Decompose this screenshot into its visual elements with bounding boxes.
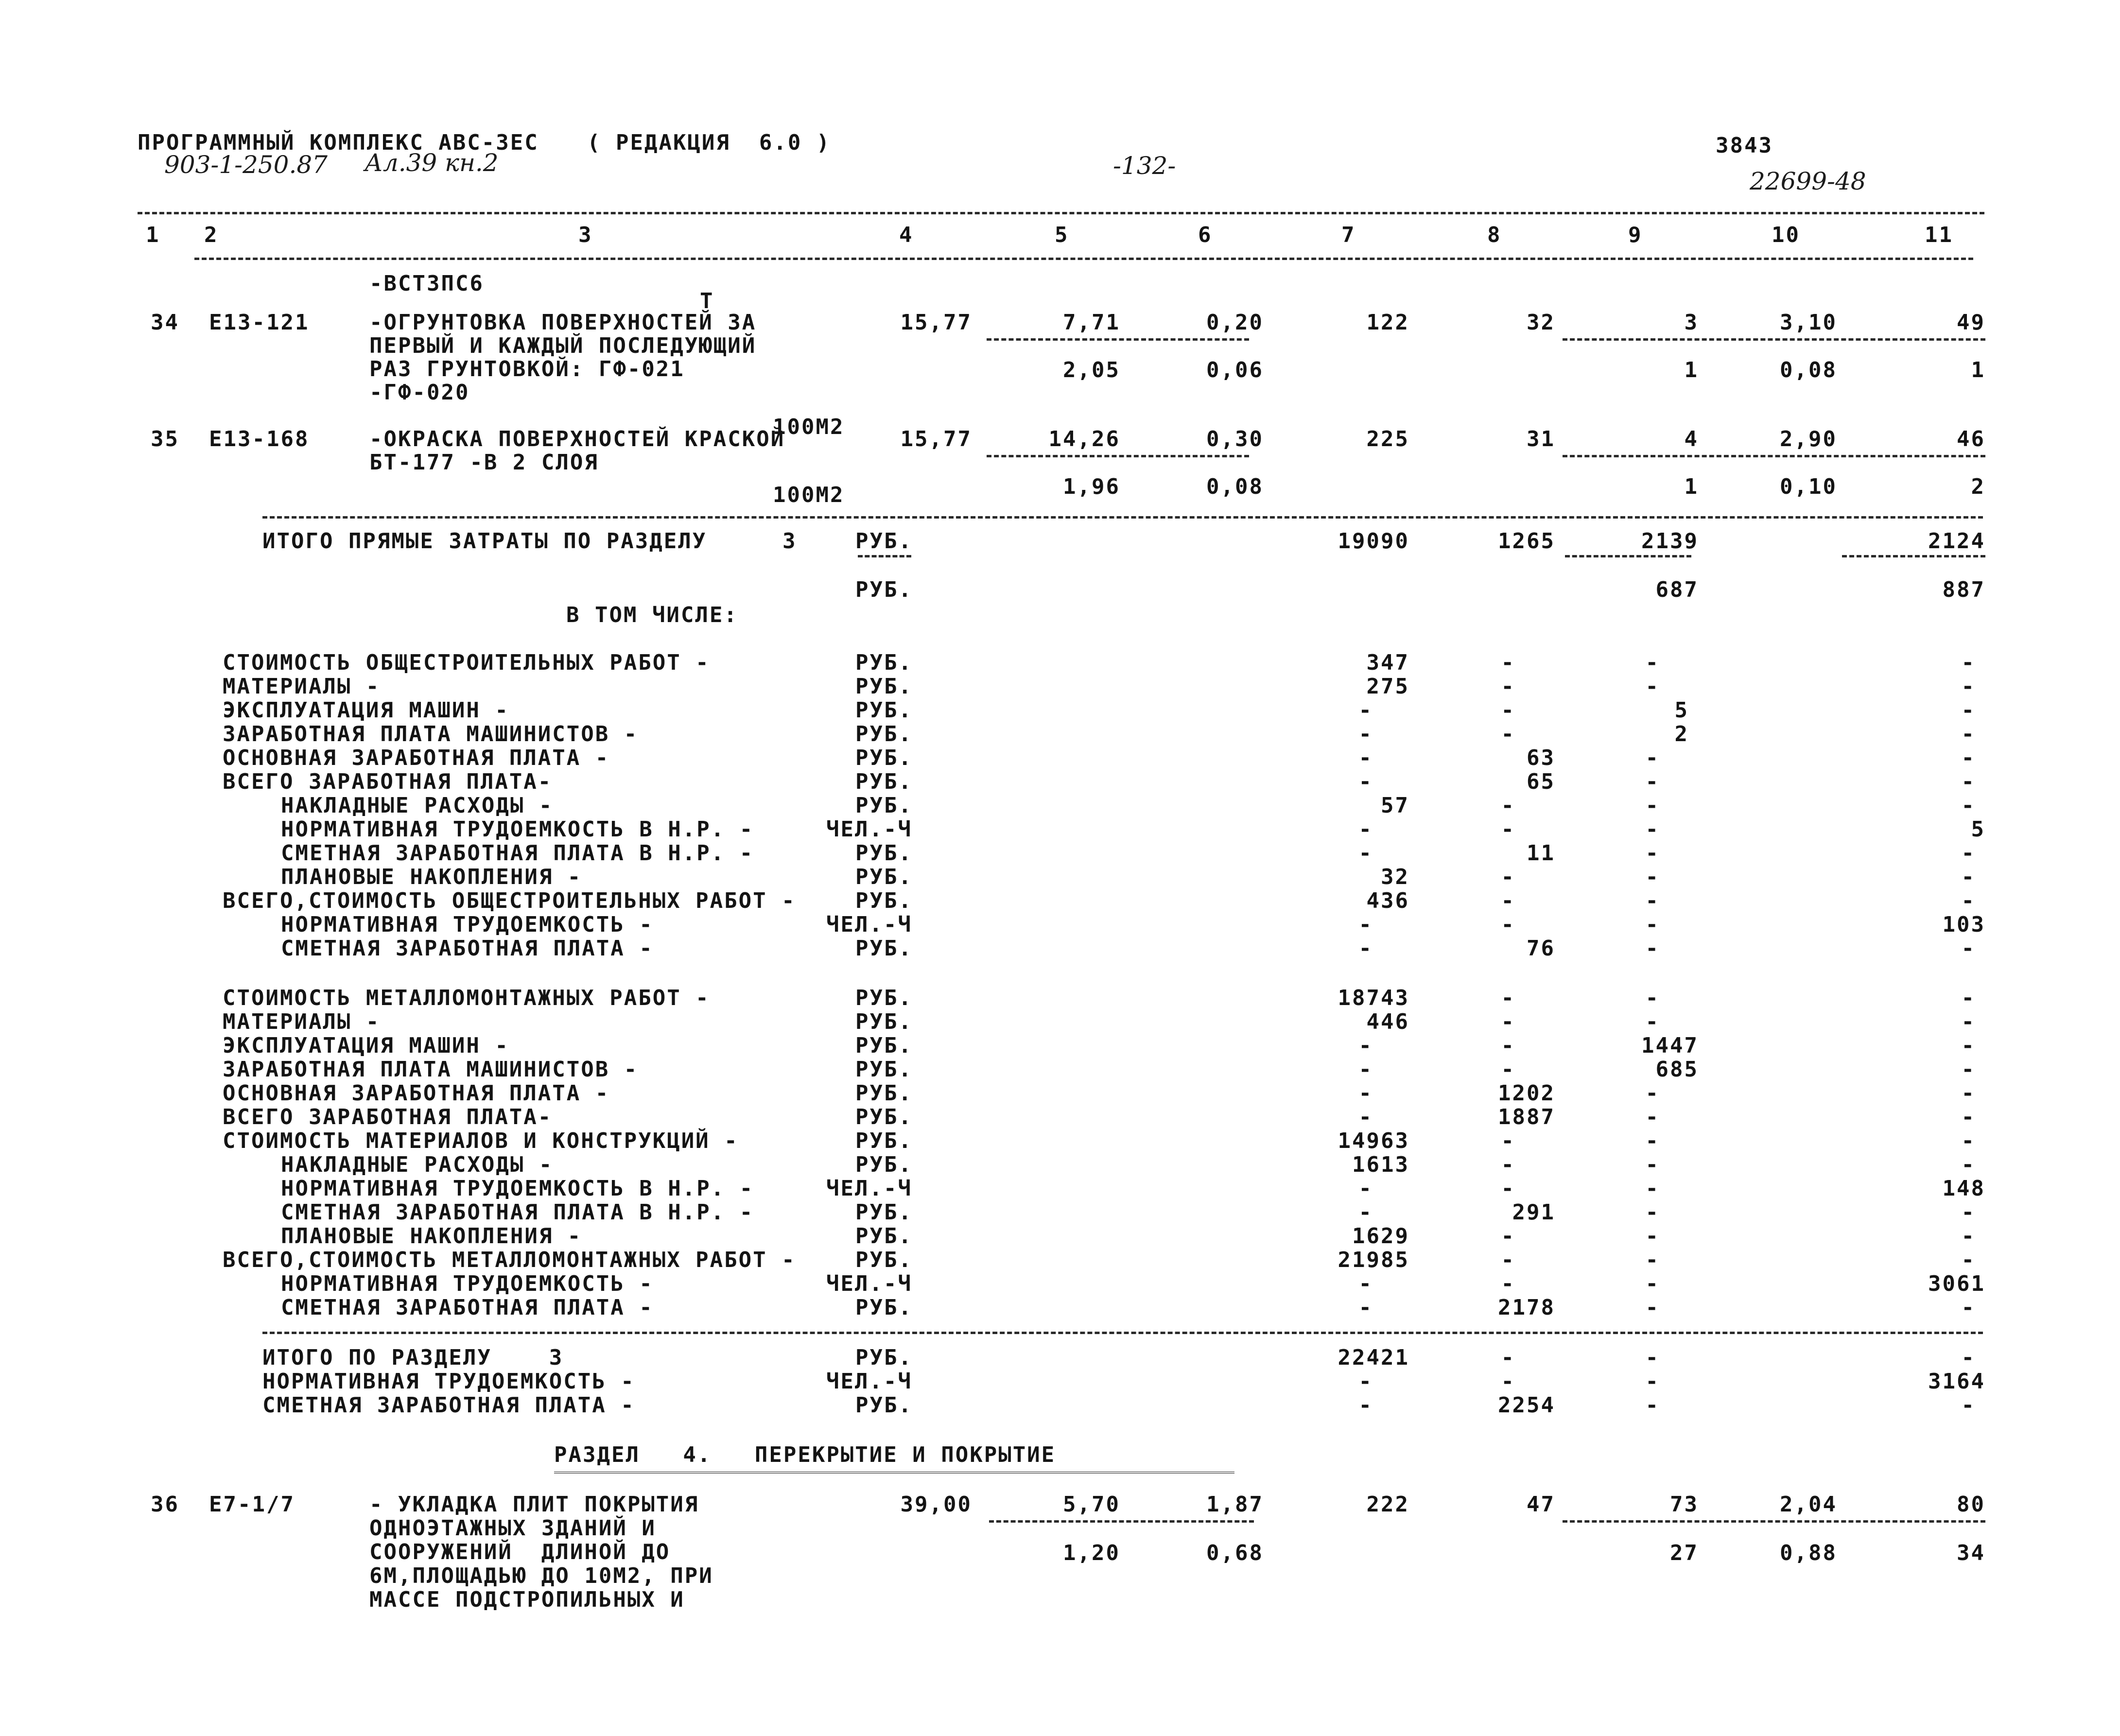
breakdown-c7: - bbox=[1358, 817, 1373, 842]
cell-c9b: 1 bbox=[1684, 474, 1699, 499]
breakdown-c8: - bbox=[1501, 650, 1515, 675]
page-number: -132- bbox=[1113, 152, 1176, 180]
breakdown-c9: - bbox=[1645, 1200, 1660, 1225]
subtotal-rule bbox=[858, 555, 911, 557]
breakdown-c7: 446 bbox=[1366, 1009, 1409, 1034]
breakdown-c9: 1447 bbox=[1641, 1033, 1699, 1058]
breakdown-c9: 2 bbox=[1674, 722, 1689, 746]
breakdown-c11: - bbox=[1961, 1105, 1976, 1129]
breakdown-c11: - bbox=[1961, 1081, 1976, 1106]
breakdown-c8: 291 bbox=[1512, 1200, 1555, 1225]
breakdown-unit: РУБ. bbox=[855, 746, 913, 770]
column-number: 4 bbox=[899, 223, 914, 247]
breakdown-c8: - bbox=[1501, 865, 1515, 889]
breakdown-c9: - bbox=[1645, 1345, 1660, 1370]
item-description: ПЕРВЫЙ И КАЖДЫЙ ПОСЛЕДУЮЩИЙ bbox=[369, 333, 757, 358]
document-number: 3843 bbox=[1716, 133, 1773, 158]
breakdown-label: ПЛАНОВЫЕ НАКОПЛЕНИЯ - bbox=[281, 1224, 582, 1249]
breakdown-c11: - bbox=[1961, 722, 1976, 746]
breakdown-c9: - bbox=[1645, 817, 1660, 842]
cell-c8: 32 bbox=[1527, 310, 1555, 335]
breakdown-label: ВСЕГО,СТОИМОСТЬ МЕТАЛЛОМОНТАЖНЫХ РАБОТ - bbox=[223, 1248, 796, 1272]
breakdown-label: СМЕТНАЯ ЗАРАБОТНАЯ ПЛАТА - bbox=[281, 936, 654, 961]
breakdown-c9: - bbox=[1645, 986, 1660, 1010]
cell-c10: 2,90 bbox=[1780, 427, 1837, 451]
breakdown-c11: - bbox=[1961, 1128, 1976, 1153]
total-c9: 2139 bbox=[1641, 529, 1699, 554]
breakdown-c8: 63 bbox=[1527, 746, 1555, 770]
cell-c5: 7,71 bbox=[1063, 310, 1120, 335]
breakdown-label: НОРМАТИВНАЯ ТРУДОЕМКОСТЬ - bbox=[281, 912, 654, 937]
breakdown-label: НАКЛАДНЫЕ РАСХОДЫ - bbox=[281, 793, 554, 818]
breakdown-c9: - bbox=[1645, 1105, 1660, 1129]
breakdown-label: СМЕТНАЯ ЗАРАБОТНАЯ ПЛАТА - bbox=[262, 1393, 635, 1418]
breakdown-c7: 1613 bbox=[1352, 1152, 1409, 1177]
cell-c6: 1,87 bbox=[1206, 1492, 1264, 1517]
breakdown-label: НОРМАТИВНАЯ ТРУДОЕМКОСТЬ В Н.Р. - bbox=[281, 1176, 754, 1201]
breakdown-c11: - bbox=[1961, 793, 1976, 818]
cell-c11b: 1 bbox=[1971, 358, 1985, 382]
breakdown-c8: 2178 bbox=[1498, 1295, 1555, 1320]
breakdown-c8: - bbox=[1501, 986, 1515, 1010]
breakdown-unit: РУБ. bbox=[855, 1033, 913, 1058]
breakdown-label: ИТОГО ПО РАЗДЕЛУ 3 bbox=[262, 1345, 564, 1370]
breakdown-c7: 32 bbox=[1381, 865, 1409, 889]
breakdown-unit: РУБ. bbox=[855, 1200, 913, 1225]
column-number: 3 bbox=[578, 223, 593, 247]
breakdown-unit: ЧЕЛ.-Ч bbox=[826, 912, 912, 937]
breakdown-c8: 65 bbox=[1527, 769, 1555, 794]
breakdown-c9: - bbox=[1645, 888, 1660, 913]
cell-c5b: 2,05 bbox=[1063, 358, 1120, 382]
breakdown-label: СМЕТНАЯ ЗАРАБОТНАЯ ПЛАТА В Н.Р. - bbox=[281, 841, 754, 866]
breakdown-unit: ЧЕЛ.-Ч bbox=[826, 1176, 912, 1201]
cell-c4: 39,00 bbox=[900, 1492, 972, 1517]
breakdown-c9: - bbox=[1645, 674, 1660, 699]
subtotal-rule bbox=[1563, 338, 1985, 341]
breakdown-c7: - bbox=[1358, 1295, 1373, 1320]
breakdown-c8: - bbox=[1501, 1176, 1515, 1201]
breakdown-c11: - bbox=[1961, 698, 1976, 723]
breakdown-c8: - bbox=[1501, 1057, 1515, 1082]
breakdown-c9: - bbox=[1645, 1081, 1660, 1106]
breakdown-c7: 18743 bbox=[1338, 986, 1409, 1010]
breakdown-c7: - bbox=[1358, 1369, 1373, 1394]
breakdown-c8: - bbox=[1501, 1152, 1515, 1177]
project-code: 903-1-250.87 bbox=[164, 151, 328, 179]
breakdown-unit: РУБ. bbox=[855, 1128, 913, 1153]
breakdown-c11: - bbox=[1961, 865, 1976, 889]
program-title: ПРОГРАММНЫЙ КОМПЛЕКС АВС-ЗЕС bbox=[138, 130, 539, 155]
total-section: 3 bbox=[782, 529, 797, 554]
total-unit: РУБ. bbox=[855, 577, 913, 602]
total-c7: 19090 bbox=[1338, 529, 1409, 554]
breakdown-c7: 347 bbox=[1366, 650, 1409, 675]
breakdown-c7: - bbox=[1358, 1033, 1373, 1058]
cell-c7: 225 bbox=[1366, 427, 1409, 451]
breakdown-c9: 685 bbox=[1655, 1057, 1699, 1082]
breakdown-label: ВСЕГО ЗАРАБОТНАЯ ПЛАТА- bbox=[223, 769, 553, 794]
breakdown-label: НОРМАТИВНАЯ ТРУДОЕМКОСТЬ В Н.Р. - bbox=[281, 817, 754, 842]
breakdown-c8: 2254 bbox=[1498, 1393, 1555, 1418]
breakdown-c11: 3164 bbox=[1928, 1369, 1985, 1394]
total-c11: 2124 bbox=[1928, 529, 1985, 554]
section-title-underline bbox=[554, 1472, 1234, 1476]
breakdown-c9: - bbox=[1645, 650, 1660, 675]
breakdown-c7: - bbox=[1358, 841, 1373, 866]
breakdown-c8: - bbox=[1501, 674, 1515, 699]
breakdown-c7: 1629 bbox=[1352, 1224, 1409, 1249]
item-unit: 100М2 bbox=[773, 483, 845, 507]
cell-c5: 14,26 bbox=[1048, 427, 1120, 451]
breakdown-c7: - bbox=[1358, 746, 1373, 770]
breakdown-unit: РУБ. bbox=[855, 1081, 913, 1106]
breakdown-unit: РУБ. bbox=[855, 1224, 913, 1249]
item-unit: 100М2 bbox=[773, 415, 845, 439]
breakdown-c9: - bbox=[1645, 1176, 1660, 1201]
breakdown-c8: - bbox=[1501, 912, 1515, 937]
breakdown-label: СТОИМОСТЬ МЕТАЛЛОМОНТАЖНЫХ РАБОТ - bbox=[223, 986, 710, 1010]
breakdown-c7: - bbox=[1358, 936, 1373, 961]
breakdown-unit: РУБ. bbox=[855, 698, 913, 723]
breakdown-c8: - bbox=[1501, 698, 1515, 723]
breakdown-label: СМЕТНАЯ ЗАРАБОТНАЯ ПЛАТА - bbox=[281, 1295, 654, 1320]
item-description: 6М,ПЛОЩАДЬЮ ДО 10М2, ПРИ bbox=[369, 1563, 713, 1588]
cell-c8: 31 bbox=[1527, 427, 1555, 451]
breakdown-c8: - bbox=[1501, 1224, 1515, 1249]
breakdown-c8: 1887 bbox=[1498, 1105, 1555, 1129]
breakdown-c9: - bbox=[1645, 1393, 1660, 1418]
cell-c9b: 27 bbox=[1670, 1541, 1699, 1565]
breakdown-label: НАКЛАДНЫЕ РАСХОДЫ - bbox=[281, 1152, 554, 1177]
inventory-number: 22699-48 bbox=[1750, 167, 1866, 195]
section-rule bbox=[262, 1332, 1983, 1334]
cell-c7: 222 bbox=[1366, 1492, 1409, 1517]
breakdown-c11: 103 bbox=[1942, 912, 1985, 937]
breakdown-c11: - bbox=[1961, 1248, 1976, 1272]
item-description: МАССЕ ПОДСТРОПИЛЬНЫХ И bbox=[369, 1587, 685, 1612]
breakdown-c9: - bbox=[1645, 1152, 1660, 1177]
column-number: 10 bbox=[1772, 223, 1800, 247]
item-description: -ВСТ3ПС6 bbox=[369, 271, 484, 296]
breakdown-c8: - bbox=[1501, 1128, 1515, 1153]
breakdown-c11: - bbox=[1961, 1152, 1976, 1177]
breakdown-unit: РУБ. bbox=[855, 986, 913, 1010]
breakdown-c9: - bbox=[1645, 936, 1660, 961]
breakdown-c11: - bbox=[1961, 1345, 1976, 1370]
cell-c6b: 0,08 bbox=[1206, 474, 1264, 499]
breakdown-c7: - bbox=[1358, 698, 1373, 723]
total-label: ИТОГО ПРЯМЫЕ ЗАТРАТЫ ПО РАЗДЕЛУ bbox=[262, 529, 707, 554]
breakdown-unit: РУБ. bbox=[855, 674, 913, 699]
table-top-rule bbox=[138, 212, 1984, 214]
cell-c10b: 0,10 bbox=[1780, 474, 1837, 499]
item-mark: Т bbox=[700, 289, 714, 313]
breakdown-c9: - bbox=[1645, 865, 1660, 889]
cell-c10b: 0,88 bbox=[1780, 1541, 1837, 1565]
breakdown-c9: - bbox=[1645, 793, 1660, 818]
breakdown-c7: 22421 bbox=[1338, 1345, 1409, 1370]
breakdown-unit: РУБ. bbox=[855, 1345, 913, 1370]
subtotal-rule bbox=[987, 455, 1249, 457]
item-number: 36 bbox=[151, 1492, 179, 1517]
column-number: 11 bbox=[1925, 223, 1953, 247]
breakdown-c8: 76 bbox=[1527, 936, 1555, 961]
breakdown-unit: ЧЕЛ.-Ч bbox=[826, 1271, 912, 1296]
subtotal-rule bbox=[1563, 1520, 1985, 1523]
breakdown-unit: РУБ. bbox=[855, 1248, 913, 1272]
breakdown-c7: - bbox=[1358, 1176, 1373, 1201]
breakdown-label: НОРМАТИВНАЯ ТРУДОЕМКОСТЬ - bbox=[281, 1271, 654, 1296]
breakdown-unit: РУБ. bbox=[855, 1009, 913, 1034]
breakdown-label: ЗАРАБОТНАЯ ПЛАТА МАШИНИСТОВ - bbox=[223, 722, 639, 746]
breakdown-c9: - bbox=[1645, 746, 1660, 770]
breakdown-c8: - bbox=[1501, 888, 1515, 913]
breakdown-c11: - bbox=[1961, 841, 1976, 866]
breakdown-c11: 148 bbox=[1942, 1176, 1985, 1201]
breakdown-c9: - bbox=[1645, 1128, 1660, 1153]
breakdown-c8: - bbox=[1501, 1369, 1515, 1394]
cell-c11b: 2 bbox=[1971, 474, 1985, 499]
edition-label: ( РЕДАКЦИЯ 6.0 ) bbox=[587, 130, 831, 155]
total-c9b: 687 bbox=[1655, 577, 1699, 602]
cell-c6: 0,20 bbox=[1206, 310, 1264, 335]
breakdown-c7: - bbox=[1358, 1393, 1373, 1418]
breakdown-unit: РУБ. bbox=[855, 650, 913, 675]
breakdown-label: СМЕТНАЯ ЗАРАБОТНАЯ ПЛАТА В Н.Р. - bbox=[281, 1200, 754, 1225]
item-description: - УКЛАДКА ПЛИТ ПОКРЫТИЯ bbox=[369, 1492, 699, 1517]
breakdown-label: СТОИМОСТЬ ОБЩЕСТРОИТЕЛЬНЫХ РАБОТ - bbox=[223, 650, 710, 675]
item-description: -ОКРАСКА ПОВЕРХНОСТЕЙ КРАСКОЙ bbox=[369, 427, 785, 451]
breakdown-c8: - bbox=[1501, 722, 1515, 746]
breakdown-c11: - bbox=[1961, 769, 1976, 794]
breakdown-c9: - bbox=[1645, 1295, 1660, 1320]
breakdown-c11: 5 bbox=[1971, 817, 1985, 842]
cell-c6b: 0,68 bbox=[1206, 1541, 1264, 1565]
breakdown-unit: РУБ. bbox=[855, 1393, 913, 1418]
item-description: БТ-177 -В 2 СЛОЯ bbox=[369, 450, 599, 475]
breakdown-label: МАТЕРИАЛЫ - bbox=[223, 1009, 381, 1034]
breakdown-unit: РУБ. bbox=[855, 1105, 913, 1129]
cell-c11b: 34 bbox=[1957, 1541, 1985, 1565]
item-code: Е13-168 bbox=[209, 427, 310, 451]
cell-c4: 15,77 bbox=[900, 427, 972, 451]
item-description: -ОГРУНТОВКА ПОВЕРХНОСТЕЙ ЗА bbox=[369, 310, 757, 335]
breakdown-unit: РУБ. bbox=[855, 1295, 913, 1320]
cell-c9: 4 bbox=[1684, 427, 1699, 451]
cell-c11: 49 bbox=[1957, 310, 1985, 335]
breakdown-c11: - bbox=[1961, 650, 1976, 675]
breakdown-c8: - bbox=[1501, 793, 1515, 818]
cell-c6: 0,30 bbox=[1206, 427, 1264, 451]
breakdown-c7: - bbox=[1358, 1081, 1373, 1106]
subtotal-rule bbox=[1565, 555, 1691, 557]
breakdown-c8: - bbox=[1501, 1009, 1515, 1034]
breakdown-c7: 436 bbox=[1366, 888, 1409, 913]
breakdown-label: ПЛАНОВЫЕ НАКОПЛЕНИЯ - bbox=[281, 865, 582, 889]
breakdown-c9: - bbox=[1645, 1271, 1660, 1296]
breakdown-unit: РУБ. bbox=[855, 841, 913, 866]
total-c11b: 887 bbox=[1942, 577, 1985, 602]
column-number: 2 bbox=[204, 223, 219, 247]
breakdown-c11: - bbox=[1961, 1224, 1976, 1249]
column-number: 8 bbox=[1487, 223, 1502, 247]
breakdown-c11: - bbox=[1961, 1009, 1976, 1034]
breakdown-c11: - bbox=[1961, 1295, 1976, 1320]
breakdown-c7: - bbox=[1358, 1105, 1373, 1129]
breakdown-c9: - bbox=[1645, 841, 1660, 866]
column-number: 1 bbox=[146, 223, 160, 247]
breakdown-label: ЭКСПЛУАТАЦИЯ МАШИН - bbox=[223, 698, 509, 723]
breakdown-c11: 3061 bbox=[1928, 1271, 1985, 1296]
breakdown-c11: - bbox=[1961, 1033, 1976, 1058]
breakdown-c11: - bbox=[1961, 674, 1976, 699]
breakdown-c8: - bbox=[1501, 1033, 1515, 1058]
cell-c9: 3 bbox=[1684, 310, 1699, 335]
breakdown-unit: РУБ. bbox=[855, 865, 913, 889]
breakdown-c8: 11 bbox=[1527, 841, 1555, 866]
breakdown-c11: - bbox=[1961, 936, 1976, 961]
breakdown-c7: - bbox=[1358, 1200, 1373, 1225]
column-number: 9 bbox=[1628, 223, 1643, 247]
breakdown-c11: - bbox=[1961, 986, 1976, 1010]
breakdown-c8: - bbox=[1501, 1345, 1515, 1370]
breakdown-label: НОРМАТИВНАЯ ТРУДОЕМКОСТЬ - bbox=[262, 1369, 635, 1394]
subtotal-rule bbox=[987, 338, 1249, 341]
item-description: РАЗ ГРУНТОВКОЙ: ГФ-021 bbox=[369, 357, 685, 382]
column-number: 6 bbox=[1198, 223, 1213, 247]
section-title: РАЗДЕЛ 4. ПЕРЕКРЫТИЕ И ПОКРЫТИЕ bbox=[554, 1442, 1056, 1467]
cell-c7: 122 bbox=[1366, 310, 1409, 335]
breakdown-unit: РУБ. bbox=[855, 1057, 913, 1082]
breakdown-c9: - bbox=[1645, 1369, 1660, 1394]
breakdown-c8: - bbox=[1501, 1271, 1515, 1296]
cell-c5b: 1,20 bbox=[1063, 1541, 1120, 1565]
breakdown-label: ОСНОВНАЯ ЗАРАБОТНАЯ ПЛАТА - bbox=[223, 746, 610, 770]
breakdown-c8: - bbox=[1501, 817, 1515, 842]
breakdown-unit: РУБ. bbox=[855, 1152, 913, 1177]
breakdown-c7: - bbox=[1358, 769, 1373, 794]
breakdown-unit: ЧЕЛ.-Ч bbox=[826, 1369, 912, 1394]
breakdown-c11: - bbox=[1961, 888, 1976, 913]
cell-c6b: 0,06 bbox=[1206, 358, 1264, 382]
total-unit: РУБ. bbox=[855, 529, 913, 554]
item-code: Е7-1/7 bbox=[209, 1492, 295, 1517]
breakdown-unit: РУБ. bbox=[855, 769, 913, 794]
cell-c5: 5,70 bbox=[1063, 1492, 1120, 1517]
total-c8: 1265 bbox=[1498, 529, 1555, 554]
breakdown-unit: РУБ. bbox=[855, 888, 913, 913]
cell-c10: 2,04 bbox=[1780, 1492, 1837, 1517]
breakdown-unit: РУБ. bbox=[855, 936, 913, 961]
breakdown-c9: - bbox=[1645, 1248, 1660, 1272]
breakdown-c7: - bbox=[1358, 722, 1373, 746]
item-code: Е13-121 bbox=[209, 310, 310, 335]
cell-c11: 46 bbox=[1957, 427, 1985, 451]
breakdown-c7: - bbox=[1358, 912, 1373, 937]
section-rule bbox=[262, 516, 1983, 519]
breakdown-c11: - bbox=[1961, 1393, 1976, 1418]
cell-c11: 80 bbox=[1957, 1492, 1985, 1517]
column-header-rule bbox=[194, 258, 1973, 260]
column-number: 7 bbox=[1341, 223, 1356, 247]
cell-c9b: 1 bbox=[1684, 358, 1699, 382]
breakdown-label: МАТЕРИАЛЫ - bbox=[223, 674, 381, 699]
cell-c4: 15,77 bbox=[900, 310, 972, 335]
breakdown-label: ВСЕГО,СТОИМОСТЬ ОБЩЕСТРОИТЕЛЬНЫХ РАБОТ - bbox=[223, 888, 796, 913]
breakdown-c11: - bbox=[1961, 746, 1976, 770]
breakdown-label: ЗАРАБОТНАЯ ПЛАТА МАШИНИСТОВ - bbox=[223, 1057, 639, 1082]
item-description: СООРУЖЕНИЙ ДЛИНОЙ ДО bbox=[369, 1540, 671, 1564]
sheet-reference: Ал.39 кн.2 bbox=[365, 149, 499, 177]
breakdown-label: ЭКСПЛУАТАЦИЯ МАШИН - bbox=[223, 1033, 509, 1058]
breakdown-label: СТОИМОСТЬ МАТЕРИАЛОВ И КОНСТРУКЦИЙ - bbox=[223, 1128, 739, 1153]
cell-c8: 47 bbox=[1527, 1492, 1555, 1517]
cell-c9: 73 bbox=[1670, 1492, 1699, 1517]
including-label: В ТОМ ЧИСЛЕ: bbox=[566, 603, 738, 627]
breakdown-label: ОСНОВНАЯ ЗАРАБОТНАЯ ПЛАТА - bbox=[223, 1081, 610, 1106]
item-description: ОДНОЭТАЖНЫХ ЗДАНИЙ И bbox=[369, 1516, 656, 1541]
cell-c10: 3,10 bbox=[1780, 310, 1837, 335]
breakdown-c8: 1202 bbox=[1498, 1081, 1555, 1106]
breakdown-label: ВСЕГО ЗАРАБОТНАЯ ПЛАТА- bbox=[223, 1105, 553, 1129]
breakdown-c7: - bbox=[1358, 1057, 1373, 1082]
cell-c5b: 1,96 bbox=[1063, 474, 1120, 499]
breakdown-c9: - bbox=[1645, 1224, 1660, 1249]
cell-c10b: 0,08 bbox=[1780, 358, 1837, 382]
column-number: 5 bbox=[1055, 223, 1069, 247]
breakdown-c9: - bbox=[1645, 1009, 1660, 1034]
breakdown-c7: 14963 bbox=[1338, 1128, 1409, 1153]
breakdown-unit: ЧЕЛ.-Ч bbox=[826, 817, 912, 842]
item-number: 34 bbox=[151, 310, 179, 335]
breakdown-c9: - bbox=[1645, 769, 1660, 794]
breakdown-c9: - bbox=[1645, 912, 1660, 937]
breakdown-c11: - bbox=[1961, 1057, 1976, 1082]
item-number: 35 bbox=[151, 427, 179, 451]
breakdown-c11: - bbox=[1961, 1200, 1976, 1225]
breakdown-c9: 5 bbox=[1674, 698, 1689, 723]
subtotal-rule bbox=[1842, 555, 1985, 557]
breakdown-c7: 57 bbox=[1381, 793, 1409, 818]
breakdown-c8: - bbox=[1501, 1248, 1515, 1272]
subtotal-rule bbox=[1563, 455, 1985, 457]
subtotal-rule bbox=[989, 1520, 1254, 1523]
breakdown-c7: 275 bbox=[1366, 674, 1409, 699]
item-description: -ГФ-020 bbox=[369, 380, 470, 405]
breakdown-c7: 21985 bbox=[1338, 1248, 1409, 1272]
breakdown-c7: - bbox=[1358, 1271, 1373, 1296]
breakdown-unit: РУБ. bbox=[855, 793, 913, 818]
breakdown-unit: РУБ. bbox=[855, 722, 913, 746]
